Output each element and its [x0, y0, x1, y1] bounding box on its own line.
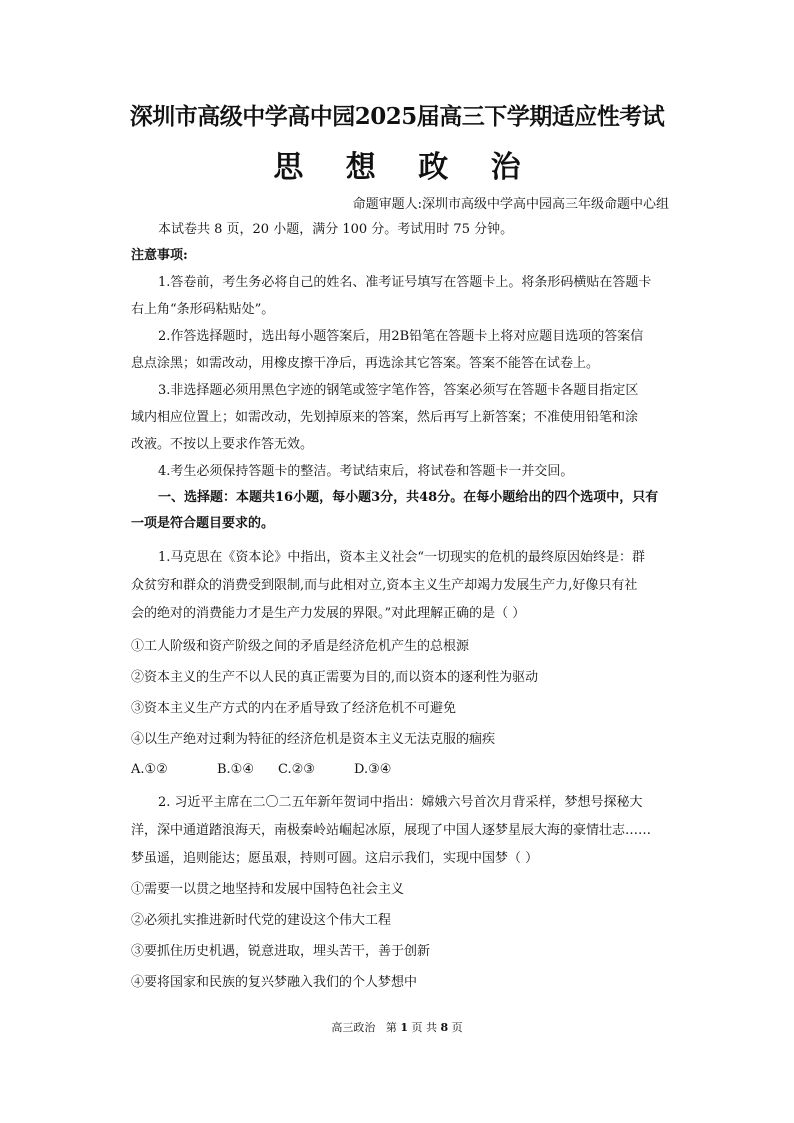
question-1-stem: 会的绝对的消费能力才是生产力发展的界限。”对此理解正确的是（ ） [131, 606, 526, 621]
question-2-stem: 梦虽遥，追则能达；愿虽艰，持则可圆。这启示我们，实现中国梦（ ） [131, 851, 539, 866]
question-2-item: ④要将国家和民族的复兴梦融入我们的个人梦想中 [131, 975, 418, 990]
footer-page-mid: 页 共 [411, 1021, 437, 1034]
footer-page-number: 1 [400, 1021, 408, 1034]
note-line: 2.作答选择题时，选出每小题答案后，用2B铅笔在答题卡上将对应题目选项的答案信 [158, 329, 644, 344]
question-2-item: ①需要一以贯之地坚持和发展中国特色社会主义 [131, 882, 405, 897]
notes-heading: 注意事项: [131, 248, 188, 263]
footer-subject: 高三政治 [331, 1021, 376, 1034]
question-2-stem: 2. 习近平主席在二〇二五年新年贺词中指出：嫦娥六号首次月背采样，梦想号探秘大 [158, 795, 643, 810]
option-d: D.③④ [354, 762, 392, 777]
question-2-item: ②必须扎实推进新时代党的建设这个伟大工程 [131, 913, 392, 928]
section-heading-cont: 一项是符合题目要求的。 [131, 516, 275, 531]
section-heading: 一、选择题：本题共16小题，每小题3分，共48分。在每小题给出的四个选项中，只有 [158, 490, 659, 505]
note-line: 4.考生必须保持答题卡的整洁。考试结束后，将试卷和答题卡一并交回。 [158, 464, 574, 479]
question-2-item: ③要抓住历史机遇，锐意进取，埋头苦干，善于创新 [131, 944, 431, 959]
subject-title: 思 想 政 治 [273, 150, 537, 185]
note-line: 1.答卷前，考生务必将自己的姓名、准考证号填写在答题卡上。将条形码横贴在答题卡 [158, 275, 652, 290]
question-1-options [131, 762, 391, 778]
option-c: C.②③ [278, 762, 315, 777]
note-line: 域内相应位置上；如需改动，先划掉原来的答案，然后再写上新答案；不准使用铅笔和涂 [131, 410, 639, 425]
footer-page-suffix: 页 [451, 1021, 463, 1034]
question-1-item: ④以生产绝对过剩为特征的经济危机是资本主义无法克服的痼疾 [131, 732, 496, 747]
note-line: 改液。不按以上要求作答无效。 [131, 437, 314, 452]
note-line: 息点涂黑；如需改动，用橡皮擦干净后，再选涂其它答案。答案不能答在试卷上。 [131, 356, 600, 371]
question-1-item: ③资本主义生产方式的内在矛盾导致了经济危机不可避免 [131, 701, 457, 716]
note-line: 右上角“条形码粘贴处”。 [131, 302, 275, 317]
footer-page-total: 8 [440, 1021, 449, 1034]
question-1-stem: 众贫穷和群众的消费受到限制,而与此相对立,资本主义生产却竭力发展生产力,好像只有社 [131, 578, 638, 593]
option-a: A.①② [131, 762, 168, 777]
exam-title: 深圳市高级中学高中园2025届高三下学期适应性考试 [129, 103, 665, 130]
question-1-item: ②资本主义的生产不以人民的真正需要为目的,而以资本的逐利性为驱动 [131, 670, 539, 685]
footer-page-prefix: 第 [385, 1021, 397, 1034]
page-footer [0, 1019, 794, 1035]
question-1-item: ①工人阶级和资产阶级之间的矛盾是经济危机产生的总根源 [131, 639, 470, 654]
exam-info: 本试卷共 8 页，20 小题，满分 100 分。考试用时 75 分钟。 [158, 222, 514, 237]
question-2-stem: 洋，深中通道踏浪海天，南极秦岭站崛起冰原，展现了中国人逐梦星辰大海的豪情壮志…… [131, 823, 652, 838]
option-b: B.①④ [217, 762, 254, 777]
question-1-stem: 1.马克思在《资本论》中指出，资本主义社会“一切现实的危机的最终原因始终是：群 [158, 550, 646, 565]
note-line: 3.非选择题必须用黑色字迹的钢笔或签字笔作答，答案必须写在答题卡各题目指定区 [158, 383, 639, 398]
author-line: 命题审题人:深圳市高级中学高中园高三年级命题中心组 [352, 197, 669, 212]
